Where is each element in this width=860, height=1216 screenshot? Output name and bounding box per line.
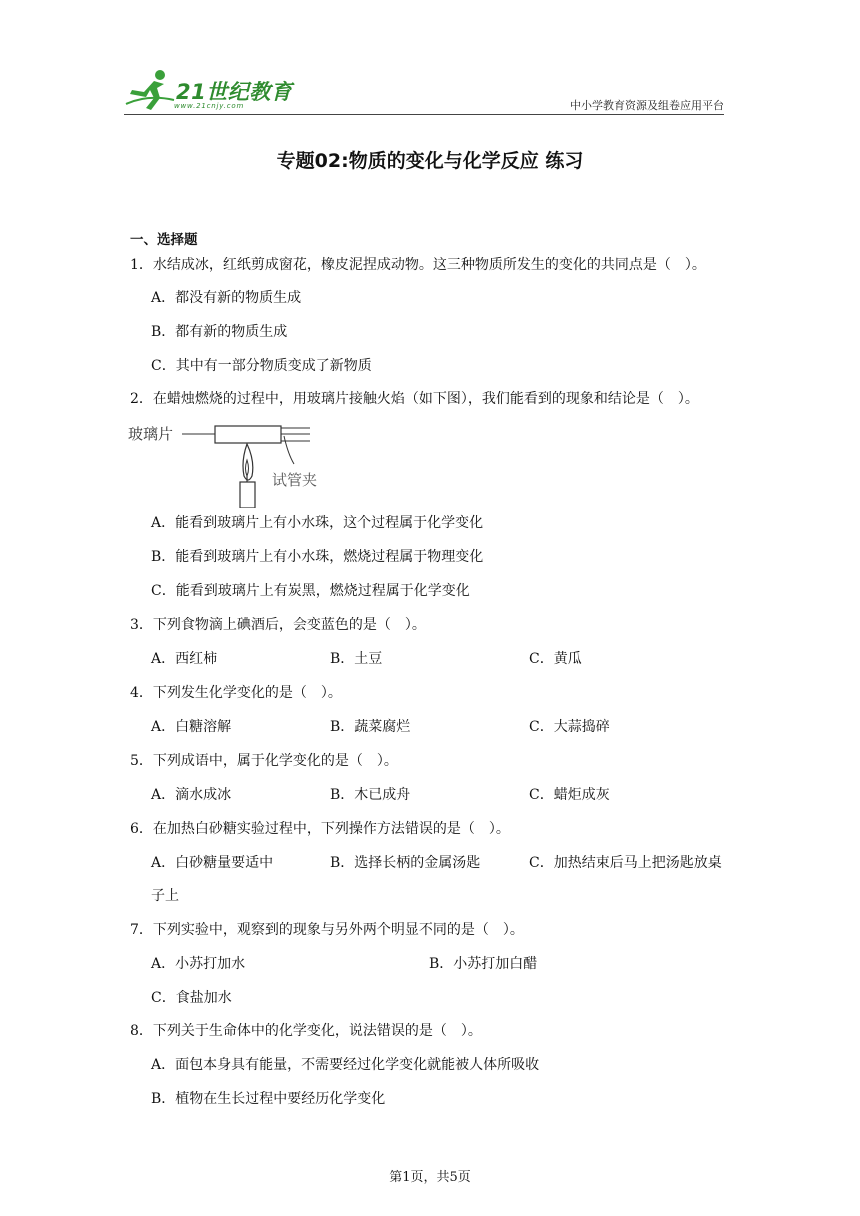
question-4-option-a: A．白糖溶解 [151, 719, 232, 735]
question-2-option-c: C．能看到玻璃片上有炭黑，燃烧过程属于化学变化 [151, 583, 470, 599]
question-7-option-c: C．食盐加水 [151, 990, 232, 1006]
question-5-option-a: A．滴水成冰 [151, 787, 232, 803]
clamp-label: 试管夹 [272, 471, 318, 489]
question-5-option-b: B．木已成舟 [330, 787, 411, 803]
question-8-stem: 8．下列关于生命体中的化学变化，说法错误的是（ ）。 [130, 1023, 482, 1039]
platform-name: 中小学教育资源及组卷应用平台 [570, 99, 724, 112]
question-6-stem: 6．在加热白砂糖实验过程中，下列操作方法错误的是（ ）。 [130, 821, 510, 837]
question-4-option-b: B．蔬菜腐烂 [330, 719, 411, 735]
question-1-option-c: C．其中有一部分物质变成了新物质 [151, 358, 372, 374]
question-2-option-b: B．能看到玻璃片上有小水珠，燃烧过程属于物理变化 [151, 549, 484, 565]
question-7-option-b: B．小苏打加白醋 [429, 956, 538, 972]
question-3-stem: 3．下列食物滴上碘酒后，会变蓝色的是（ ）。 [130, 617, 426, 633]
question-3-option-b: B．土豆 [330, 651, 383, 667]
question-7-option-a: A．小苏打加水 [151, 956, 246, 972]
runner-logo-icon [124, 66, 176, 114]
question-7-stem: 7．下列实验中，观察到的现象与另外两个明显不同的是（ ）。 [130, 922, 524, 938]
question-6-option-c-continuation: 子上 [151, 888, 179, 904]
question-4-option-c: C．大蒜捣碎 [529, 719, 610, 735]
question-3-option-c: C．黄瓜 [529, 651, 582, 667]
section-heading: 一、选择题 [130, 232, 198, 248]
logo-url: www.21cnjy.com [174, 102, 245, 110]
page-header [124, 66, 724, 116]
question-1-stem: 1．水结成冰，红纸剪成窗花，橡皮泥捏成动物。这三种物质所发生的变化的共同点是（ ）。 [130, 257, 706, 273]
question-3-option-a: A．西红柿 [151, 651, 218, 667]
question-6-option-b: B．选择长柄的金属汤匙 [330, 855, 481, 871]
question-2-stem: 2．在蜡烛燃烧的过程中，用玻璃片接触火焰（如下图），我们能看到的现象和结论是（ ）。 [130, 391, 699, 407]
question-2-option-a: A．能看到玻璃片上有小水珠，这个过程属于化学变化 [151, 515, 484, 531]
question-8-option-b: B．植物在生长过程中要经历化学变化 [151, 1091, 386, 1107]
question-6-option-a: A．白砂糖量要适中 [151, 855, 274, 871]
question-1-option-a: A．都没有新的物质生成 [151, 290, 302, 306]
question-6-option-c: C．加热结束后马上把汤匙放桌 [529, 855, 722, 871]
question-4-stem: 4．下列发生化学变化的是（ ）。 [130, 685, 342, 701]
question-8-option-a: A．面包本身具有能量，不需要经过化学变化就能被人体所吸收 [151, 1057, 540, 1073]
candle-glass-figure [128, 414, 328, 508]
question-5-option-c: C．蜡炬成灰 [529, 787, 610, 803]
question-1-option-b: B．都有新的物质生成 [151, 324, 288, 340]
page-footer: 第1页，共5页 [389, 1170, 471, 1185]
logo-text: 21世纪教育 [176, 80, 293, 104]
page-title: 专题02:物质的变化与化学反应 练习 [276, 150, 584, 172]
header-divider [124, 114, 724, 115]
glass-label: 玻璃片 [128, 425, 174, 443]
question-5-stem: 5．下列成语中，属于化学变化的是（ ）。 [130, 753, 398, 769]
